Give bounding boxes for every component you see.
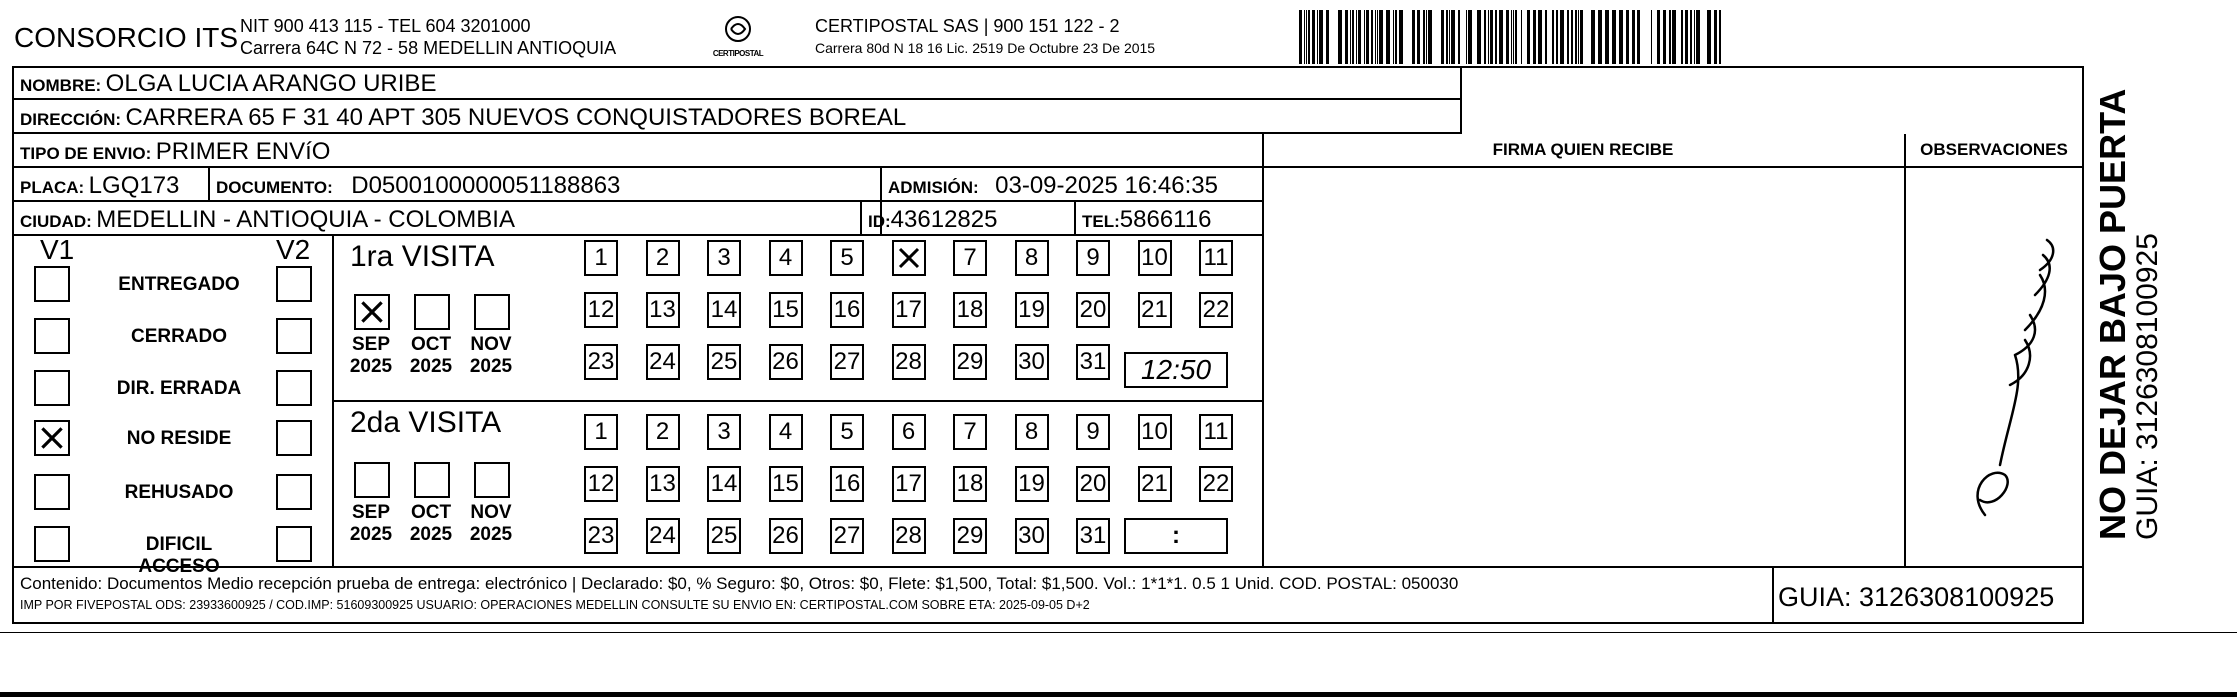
visit2-day-1[interactable]: 1	[584, 414, 618, 450]
visit2-day-17[interactable]: 17	[892, 466, 926, 502]
barcode-bar	[1571, 10, 1573, 64]
visit1-title: 1ra VISITA	[350, 240, 495, 273]
barcode-bar	[1312, 10, 1315, 64]
barcode-bar	[1567, 10, 1569, 64]
visit1-day-13[interactable]: 13	[646, 292, 680, 328]
divider-tel	[1074, 202, 1076, 236]
barcode-bar	[1560, 10, 1564, 64]
documento-value: D0500100000051188863	[351, 172, 621, 199]
barcode-bar	[1714, 10, 1717, 64]
v1-checkbox[interactable]	[34, 266, 70, 302]
barcode-bar	[1719, 10, 1721, 64]
status-label: NO RESIDE	[126, 428, 232, 449]
tel-value: 5866116	[1119, 206, 1212, 233]
barcode-bar	[1350, 10, 1351, 64]
admision-value: 03-09-2025 16:46:35	[995, 172, 1218, 199]
visit2-day-4[interactable]: 4	[769, 414, 803, 450]
status-label: REHUSADO	[124, 482, 234, 503]
status-label: DIFICIL ACCESO	[138, 534, 220, 577]
visit1-day-18[interactable]: 18	[953, 292, 987, 328]
visit1-day-6[interactable]	[892, 240, 926, 276]
barcode-bar	[1556, 10, 1558, 64]
barcode-bar	[1379, 10, 1383, 64]
visit2-day-7[interactable]: 7	[953, 414, 987, 450]
visit2-day-24[interactable]: 24	[646, 518, 680, 554]
barcode-bar	[1663, 10, 1666, 64]
visit2-day-25[interactable]: 25	[707, 518, 741, 554]
barcode-bar	[1451, 10, 1455, 64]
visit2-title: 2da VISITA	[350, 406, 502, 439]
admision-field	[888, 172, 1218, 200]
barcode-bar	[1669, 10, 1671, 64]
barcode-bar	[1352, 10, 1354, 64]
barcode-bar	[1591, 10, 1595, 64]
divider-id	[860, 202, 862, 236]
barcode-bar	[1499, 10, 1503, 64]
visit1-day-14[interactable]: 14	[707, 292, 741, 328]
barcode-bar	[1632, 10, 1635, 64]
courier-name: CERTIPOSTAL SAS | 900 151 122 - 2	[815, 16, 1120, 36]
visit2-month-checkbox[interactable]	[474, 462, 510, 498]
month-name: OCT	[410, 502, 452, 523]
barcode-bar	[1545, 10, 1547, 64]
v2-checkbox[interactable]	[276, 318, 312, 354]
barcode-bar	[1580, 10, 1583, 64]
barcode-bar	[1527, 10, 1530, 64]
id-value: 43612825	[890, 206, 998, 233]
v2-checkbox[interactable]	[276, 370, 312, 406]
barcode-bar	[1626, 10, 1629, 64]
barcode-bar	[1375, 10, 1376, 64]
visit1-day-2[interactable]: 2	[646, 240, 680, 276]
nombre-value: OLGA LUCIA ARANGO URIBE	[105, 70, 437, 97]
barcode-bar	[1513, 10, 1514, 64]
recipient-signature	[1955, 235, 2065, 525]
visit2-time-box[interactable]: :	[1124, 518, 1228, 554]
barcode-bar	[1533, 10, 1536, 64]
x-mark-icon	[894, 242, 924, 274]
tel-field	[1082, 206, 1211, 234]
documento-field	[216, 172, 620, 200]
month-year: 2025	[469, 356, 513, 377]
courier-address: Carrera 80d N 18 16 Lic. 2519 De Octubre 23 De 2015	[815, 40, 1156, 56]
month-year: 2025	[469, 524, 513, 545]
footer-content: Contenido: Documentos Medio recepción prueba de entrega: electrónico | Declarado: $0, % Seguro: $0, Otros: $0, Flete: $1,500, Total: $1,500. Vol.: 1*1*1. 0.5 1 Unid. COD. POSTAL: 050030	[20, 574, 1459, 593]
barcode-bar	[1458, 10, 1460, 64]
barcode-bar	[1490, 10, 1493, 64]
visit1-day-9[interactable]: 9	[1076, 240, 1110, 276]
barcode-bar	[1468, 10, 1472, 64]
firma-header: FIRMA QUIEN RECIBE	[1492, 140, 1674, 159]
visit1-month-checkbox[interactable]	[354, 294, 390, 330]
visit1-day-12[interactable]: 12	[584, 292, 618, 328]
visit1-month-label	[346, 334, 396, 378]
visit1-day-17[interactable]: 17	[892, 292, 926, 328]
v1-checkbox[interactable]	[34, 474, 70, 510]
barcode	[1295, 10, 1725, 64]
visit1-day-5[interactable]: 5	[830, 240, 864, 276]
month-year: 2025	[349, 524, 393, 545]
v2-checkbox[interactable]	[276, 266, 312, 302]
visit1-day-4[interactable]: 4	[769, 240, 803, 276]
divider-obs	[1904, 134, 1906, 566]
visit2-month-checkbox[interactable]	[354, 462, 390, 498]
company-name: CONSORCIO ITS	[14, 22, 239, 53]
visit2-day-20[interactable]: 20	[1076, 466, 1110, 502]
barcode-bar	[1449, 10, 1450, 64]
barcode-bar	[1690, 10, 1692, 64]
logo-icon	[721, 14, 755, 44]
v1-label: V1	[40, 234, 75, 265]
divider-col-header	[1262, 166, 2084, 168]
placa-value: LGQ173	[88, 172, 180, 199]
barcode-bar	[1598, 10, 1602, 64]
direccion-value: CARRERA 65 F 31 40 APT 305 NUEVOS CONQUISTADORES BOREAL	[125, 104, 907, 131]
row-tipo	[12, 134, 1262, 168]
status-label: ENTREGADO	[118, 274, 240, 295]
visit2-day-28[interactable]: 28	[892, 518, 926, 554]
month-year: 2025	[409, 356, 453, 377]
visit1-day-11[interactable]: 11	[1199, 240, 1233, 276]
v2-checkbox[interactable]	[276, 420, 312, 456]
divider-right	[2082, 66, 2084, 566]
company-address: Carrera 64C N 72 - 58 MEDELLIN ANTIOQUIA	[240, 38, 617, 58]
visit1-day-21[interactable]: 21	[1138, 292, 1172, 328]
barcode-bar	[1395, 10, 1397, 64]
barcode-bar	[1306, 10, 1307, 64]
id-label: ID:	[868, 212, 891, 231]
visit1-day-26[interactable]: 26	[769, 344, 803, 380]
barcode-bar	[1694, 10, 1695, 64]
barcode-bar	[1356, 10, 1357, 64]
barcode-bar	[1304, 10, 1305, 64]
barcode-bar	[1538, 10, 1542, 64]
v2-checkbox[interactable]	[276, 526, 312, 562]
barcode-bar	[1299, 10, 1302, 64]
visit1-day-15[interactable]: 15	[769, 292, 803, 328]
barcode-bar	[1488, 10, 1489, 64]
tel-label: TEL:	[1082, 212, 1120, 231]
x-mark-icon	[36, 422, 68, 454]
v1-checkbox[interactable]	[34, 526, 70, 562]
documento-label: DOCUMENTO:	[216, 178, 333, 197]
visit2-month-label	[406, 502, 456, 546]
barcode-bar	[1319, 10, 1323, 64]
month-name: NOV	[470, 502, 512, 523]
v2-checkbox[interactable]	[276, 474, 312, 510]
barcode-bar	[1428, 10, 1432, 64]
visit2-day-10[interactable]: 10	[1138, 414, 1172, 450]
side-notice	[2094, 80, 2164, 540]
visit2-day-9[interactable]: 9	[1076, 414, 1110, 450]
visit2-day-18[interactable]: 18	[953, 466, 987, 502]
observaciones-header: OBSERVACIONES	[1920, 140, 2068, 159]
barcode-bar	[1386, 10, 1390, 64]
visit1-day-19[interactable]: 19	[1015, 292, 1049, 328]
barcode-bar	[1681, 10, 1683, 64]
visit1-day-20[interactable]: 20	[1076, 292, 1110, 328]
barcode-bar	[1308, 10, 1310, 64]
barcode-bar	[1707, 10, 1711, 64]
barcode-bar	[1521, 10, 1522, 64]
visit1-month-label	[406, 334, 456, 378]
visit1-day-8[interactable]: 8	[1015, 240, 1049, 276]
side-guia-text: GUIA: 3126308100925	[2131, 233, 2164, 540]
visit1-month-checkbox[interactable]	[474, 294, 510, 330]
barcode-bar	[1317, 10, 1318, 64]
barcode-bar	[1619, 10, 1623, 64]
v1-checkbox[interactable]	[34, 318, 70, 354]
x-mark-icon	[356, 296, 388, 328]
month-name: OCT	[410, 334, 452, 355]
visit2-day-12[interactable]: 12	[584, 466, 618, 502]
barcode-bar	[1552, 10, 1554, 64]
visit2-day-13[interactable]: 13	[646, 466, 680, 502]
admision-label: ADMISIÓN:	[888, 178, 979, 197]
barcode-bar	[1371, 10, 1373, 64]
visit1-day-16[interactable]: 16	[830, 292, 864, 328]
barcode-bar	[1672, 10, 1676, 64]
footer-guia: GUIA: 3126308100925	[1778, 582, 2055, 612]
placa-field	[20, 172, 179, 200]
visit1-day-25[interactable]: 25	[707, 344, 741, 380]
visit2-day-16[interactable]: 16	[830, 466, 864, 502]
company-nit: NIT 900 413 115 - TEL 604 3201000	[240, 16, 531, 36]
barcode-bar	[1366, 10, 1369, 64]
barcode-bar	[1412, 10, 1415, 64]
logo-text: CERTIPOSTAL	[712, 49, 764, 58]
barcode-bar	[1358, 10, 1361, 64]
visit1-day-24[interactable]: 24	[646, 344, 680, 380]
barcode-bar	[1377, 10, 1378, 64]
v1-checkbox[interactable]	[34, 370, 70, 406]
visit2-day-27[interactable]: 27	[830, 518, 864, 554]
ciudad-field	[20, 206, 515, 234]
barcode-bar	[1637, 10, 1640, 64]
visit2-day-5[interactable]: 5	[830, 414, 864, 450]
footer-imp: IMP POR FIVEPOSTAL ODS: 23933600925 / COD.IMP: 51609300925 USUARIO: OPERACIONES MEDELLIN CONSULTE SU ENVIO EN: CERTIPOSTAL.COM SOBRE ETA: 2025-09-05 D+2	[20, 598, 1090, 612]
month-year: 2025	[409, 524, 453, 545]
barcode-bar	[1326, 10, 1329, 64]
visit2-day-30[interactable]: 30	[1015, 518, 1049, 554]
visit1-month-checkbox[interactable]	[414, 294, 450, 330]
barcode-bar	[1578, 10, 1579, 64]
barcode-bar	[1338, 10, 1342, 64]
visit2-day-8[interactable]: 8	[1015, 414, 1049, 450]
visit1-day-27[interactable]: 27	[830, 344, 864, 380]
visit1-day-31[interactable]: 31	[1076, 344, 1110, 380]
barcode-bar	[1651, 10, 1652, 64]
month-name: SEP	[351, 334, 391, 355]
visit1-day-3[interactable]: 3	[707, 240, 741, 276]
v1-checkbox[interactable]	[34, 420, 70, 456]
visit1-day-29[interactable]: 29	[953, 344, 987, 380]
direccion-label: DIRECCIÓN:	[20, 110, 122, 129]
visit2-day-11[interactable]: 11	[1199, 414, 1233, 450]
visit2-month-label	[346, 502, 396, 546]
month-name: SEP	[351, 502, 391, 523]
barcode-bar	[1477, 10, 1481, 64]
barcode-bar	[1364, 10, 1365, 64]
month-name: NOV	[470, 334, 512, 355]
divider-visits	[332, 400, 1262, 402]
barcode-bar	[1685, 10, 1688, 64]
barcode-bar	[1417, 10, 1420, 64]
visit1-day-22[interactable]: 22	[1199, 292, 1233, 328]
barcode-bar	[1399, 10, 1403, 64]
divider-guia	[1772, 566, 1774, 624]
barcode-bar	[1511, 10, 1512, 64]
visit1-day-10[interactable]: 10	[1138, 240, 1172, 276]
barcode-bar	[1575, 10, 1577, 64]
visit2-day-31[interactable]: 31	[1076, 518, 1110, 554]
no-dejar-text: NO DEJAR BAJO PUERTA	[2092, 88, 2133, 540]
placa-label: PLACA:	[20, 178, 85, 197]
row-direccion	[12, 100, 1462, 134]
barcode-bar	[1446, 10, 1448, 64]
visit2-month-checkbox[interactable]	[414, 462, 450, 498]
divider-firma	[1262, 134, 1264, 566]
visit1-day-30[interactable]: 30	[1015, 344, 1049, 380]
barcode-bar	[1345, 10, 1348, 64]
visit2-day-29[interactable]: 29	[953, 518, 987, 554]
visit2-month-label	[466, 502, 516, 546]
visit2-day-15[interactable]: 15	[769, 466, 803, 502]
status-label: CERRADO	[130, 326, 228, 347]
visit1-day-28[interactable]: 28	[892, 344, 926, 380]
barcode-bar	[1605, 10, 1609, 64]
barcode-bar	[1515, 10, 1517, 64]
visit2-day-26[interactable]: 26	[769, 518, 803, 554]
v2-label: V2	[276, 234, 311, 265]
tipo-label: TIPO DE ENVIO:	[20, 144, 152, 163]
ciudad-label: CIUDAD:	[20, 212, 92, 231]
barcode-bar	[1506, 10, 1509, 64]
divider-placa	[208, 168, 210, 202]
barcode-bar	[1426, 10, 1427, 64]
visit2-day-2[interactable]: 2	[646, 414, 680, 450]
row-nombre	[12, 66, 1462, 100]
barcode-bar	[1657, 10, 1660, 64]
certipostal-logo	[708, 14, 768, 60]
barcode-bar	[1441, 10, 1444, 64]
visit2-day-19[interactable]: 19	[1015, 466, 1049, 502]
visit1-day-1[interactable]: 1	[584, 240, 618, 276]
month-year: 2025	[349, 356, 393, 377]
visit1-month-label	[466, 334, 516, 378]
visit2-day-6[interactable]: 6	[892, 414, 926, 450]
visit1-time-box[interactable]: 12:50	[1124, 352, 1228, 388]
barcode-bar	[1466, 10, 1467, 64]
tipo-value: PRIMER ENVíO	[155, 138, 331, 165]
barcode-bar	[1495, 10, 1497, 64]
nombre-label: NOMBRE:	[20, 76, 102, 95]
visit2-day-21[interactable]: 21	[1138, 466, 1172, 502]
visit2-day-14[interactable]: 14	[707, 466, 741, 502]
visit2-day-3[interactable]: 3	[707, 414, 741, 450]
visit1-day-23[interactable]: 23	[584, 344, 618, 380]
status-label: DIR. ERRADA	[116, 378, 242, 399]
barcode-bar	[1696, 10, 1700, 64]
divider-top-right	[1460, 66, 1462, 134]
ciudad-value: MEDELLIN - ANTIOQUIA - COLOMBIA	[96, 206, 515, 233]
page-tear-line	[0, 632, 2237, 693]
barcode-bar	[1393, 10, 1394, 64]
visit2-day-23[interactable]: 23	[584, 518, 618, 554]
barcode-bar	[1484, 10, 1486, 64]
barcode-bar	[1423, 10, 1425, 64]
id-field	[868, 206, 997, 234]
visit2-day-22[interactable]: 22	[1199, 466, 1233, 502]
visit1-day-7[interactable]: 7	[953, 240, 987, 276]
barcode-bar	[1612, 10, 1616, 64]
